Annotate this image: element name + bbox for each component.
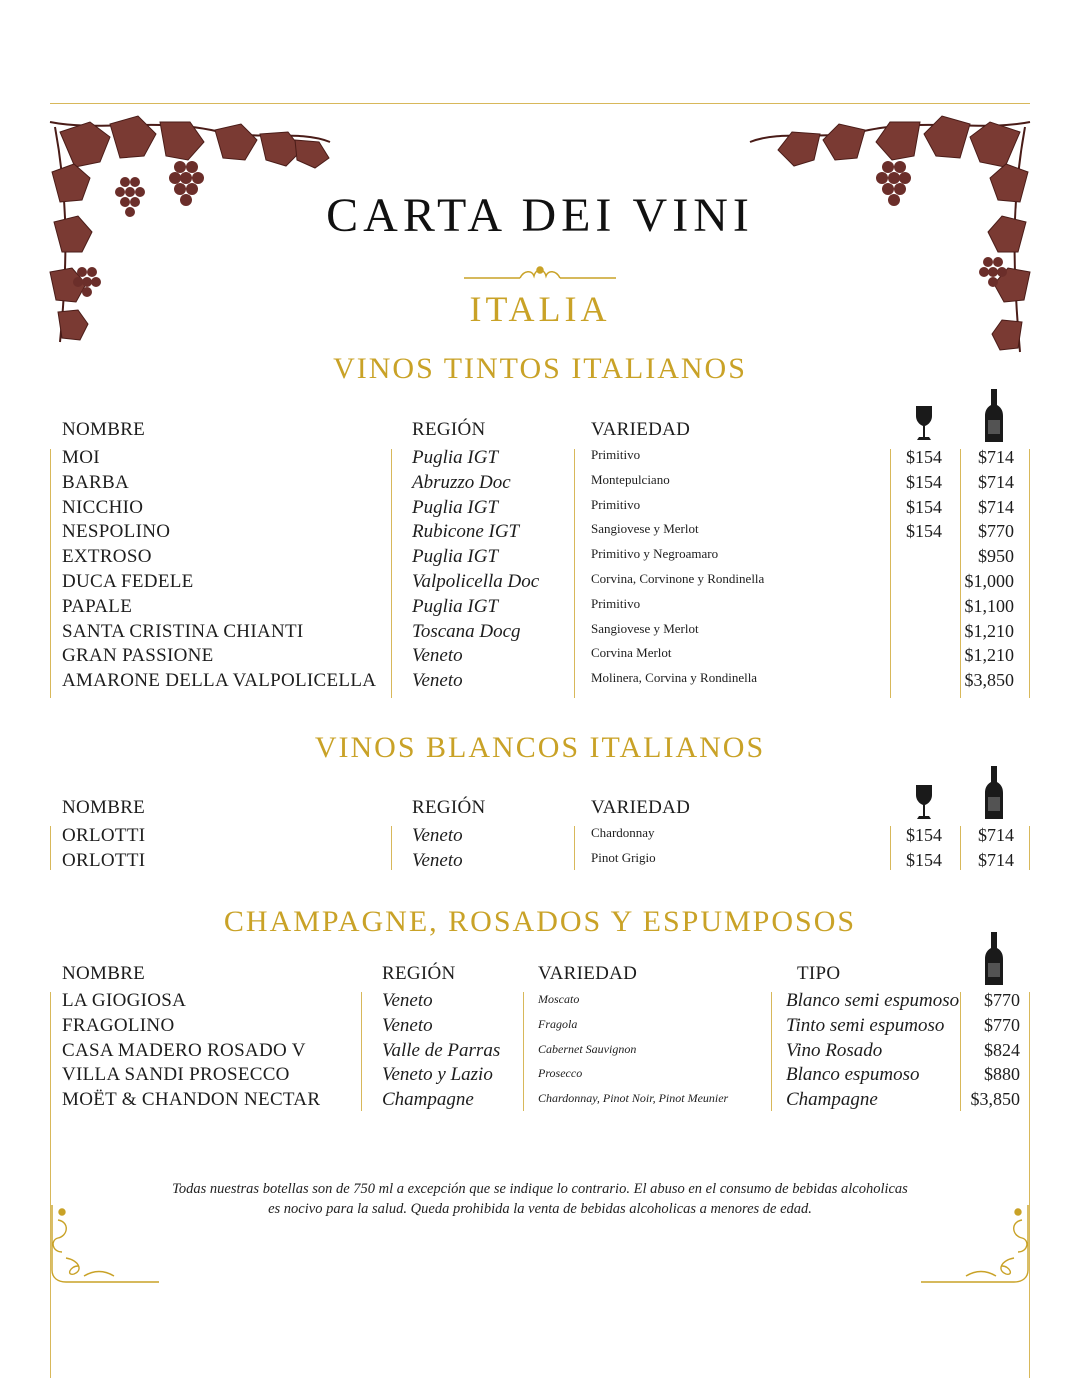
glass-price: $154 xyxy=(906,496,942,517)
page-subtitle: ITALIA xyxy=(469,289,611,329)
wine-name: ORLOTTI xyxy=(62,849,146,871)
wine-bottle-icon xyxy=(984,931,1004,987)
wine-glass-icon xyxy=(914,783,934,821)
page-title: CARTA DEI VINI xyxy=(326,189,754,242)
tintos-divider-region xyxy=(391,449,392,698)
wine-variety: Primitivo xyxy=(591,447,641,462)
wine-name: EXTROSO xyxy=(62,546,152,568)
wine-type: Tinto semi espumoso xyxy=(786,1014,945,1036)
bottle-price: $824 xyxy=(984,1039,1020,1060)
header-region: REGIÓN xyxy=(382,963,456,984)
header-region: REGIÓN xyxy=(412,797,486,818)
wine-region: Champagne xyxy=(382,1089,474,1111)
bottle-price: $770 xyxy=(978,521,1014,542)
wine-variety: Chardonnay xyxy=(591,825,655,840)
wine-region: Puglia IGT xyxy=(412,595,499,617)
wine-type: Blanco semi espumoso xyxy=(786,990,960,1011)
wine-name: NESPOLINO xyxy=(62,521,171,543)
wine-name: SANTA CRISTINA CHIANTI xyxy=(62,620,304,642)
tintos-right-border xyxy=(1029,449,1030,698)
header-nombre: NOMBRE xyxy=(62,797,146,818)
wine-bottle-icon xyxy=(984,388,1004,444)
bottle-price: $770 xyxy=(984,1014,1020,1035)
wine-name: PAPALE xyxy=(62,595,133,617)
wine-variety: Prosecco xyxy=(538,1066,583,1081)
wine-region: Veneto xyxy=(382,990,433,1011)
wine-region: Veneto xyxy=(412,670,463,692)
glass-price: $154 xyxy=(906,447,942,467)
bottle-price: $3,850 xyxy=(964,670,1014,691)
wine-name: ORLOTTI xyxy=(62,825,146,846)
blancos-divider-region xyxy=(391,826,392,870)
wine-name: GRAN PASSIONE xyxy=(62,645,214,667)
wine-variety: Fragola xyxy=(538,1016,578,1031)
wine-variety: Chardonnay, Pinot Noir, Pinot Meunier xyxy=(538,1091,729,1106)
wine-variety: Primitivo xyxy=(591,496,641,512)
footnote-line-2: es nocivo para la salud. Queda prohibida la venta de bebidas alcoholicas a menores de edad. xyxy=(268,1201,812,1217)
wine-type: Vino Rosado xyxy=(786,1039,883,1061)
wine-region: Puglia IGT xyxy=(412,447,499,468)
bottle-price: $770 xyxy=(984,990,1020,1010)
top-gold-rule xyxy=(50,103,1030,104)
tintos-left-border xyxy=(50,449,51,698)
wine-region: Puglia IGT xyxy=(412,546,499,568)
header-tipo: TIPO xyxy=(797,963,841,984)
wine-name: CASA MADERO ROSADO V xyxy=(62,1039,306,1061)
wine-name: BARBA xyxy=(62,471,129,493)
bottle-price: $714 xyxy=(978,447,1014,467)
wine-variety: Montepulciano xyxy=(591,471,670,487)
bottle-price: $714 xyxy=(978,471,1014,492)
blancos-divider-glass xyxy=(890,826,891,870)
bottle-price: $950 xyxy=(978,546,1014,567)
wine-variety: Moscato xyxy=(538,992,580,1006)
wine-region: Rubicone IGT xyxy=(412,521,520,543)
wine-region: Veneto xyxy=(412,825,463,846)
wine-name: LA GIOGIOSA xyxy=(62,990,187,1011)
wine-region: Veneto xyxy=(412,849,463,871)
wine-name: DUCA FEDELE xyxy=(62,571,194,592)
section-title-tintos: VINOS TINTOS ITALIANOS xyxy=(333,352,747,385)
glass-price: $154 xyxy=(906,471,942,492)
tintos-divider-variety xyxy=(574,449,575,698)
champagne-divider-region xyxy=(361,992,362,1111)
wine-region: Valpolicella Doc xyxy=(412,571,540,592)
tintos-divider-glass xyxy=(890,449,891,698)
blancos-divider-variety xyxy=(574,826,575,870)
blancos-divider-bottle xyxy=(960,826,961,870)
bottle-price: $1,210 xyxy=(964,620,1014,641)
wine-name: FRAGOLINO xyxy=(62,1014,175,1036)
wine-variety: Primitivo y Negroamaro xyxy=(591,546,719,562)
bottle-price: $714 xyxy=(978,825,1014,845)
blancos-left-border xyxy=(50,826,51,870)
wine-type: Blanco espumoso xyxy=(786,1064,920,1086)
header-nombre: NOMBRE xyxy=(62,419,146,440)
wine-region: Puglia IGT xyxy=(412,496,499,518)
wine-variety: Corvina Merlot xyxy=(591,645,672,661)
tintos-divider-bottle xyxy=(960,449,961,698)
wine-region: Veneto xyxy=(412,645,463,667)
wine-name: VILLA SANDI PROSECCO xyxy=(62,1064,290,1086)
bottle-price: $1,000 xyxy=(964,571,1014,591)
wine-variety: Cabernet Sauvignon xyxy=(538,1041,637,1056)
champagne-divider-variety xyxy=(523,992,524,1111)
wine-name: MOËT & CHANDON NECTAR xyxy=(62,1089,321,1111)
wine-name: MOI xyxy=(62,447,100,468)
bottle-price: $880 xyxy=(984,1064,1020,1085)
champagne-divider-type xyxy=(771,992,772,1111)
champagne-divider-bottle xyxy=(960,992,961,1111)
wine-region: Veneto xyxy=(382,1014,433,1036)
header-nombre: NOMBRE xyxy=(62,963,146,984)
gold-flourish-bottom-right xyxy=(916,1200,1036,1285)
bottle-price: $714 xyxy=(978,849,1014,870)
bottle-price: $3,850 xyxy=(970,1089,1020,1110)
glass-price: $154 xyxy=(906,521,942,542)
bottle-price: $714 xyxy=(978,496,1014,517)
wine-type: Champagne xyxy=(786,1089,878,1111)
section-title-blancos: VINOS BLANCOS ITALIANOS xyxy=(314,731,766,764)
header-variedad: VARIEDAD xyxy=(591,419,691,440)
gold-flourish-ornament xyxy=(462,262,618,286)
wine-region: Toscana Docg xyxy=(412,620,521,642)
header-variedad: VARIEDAD xyxy=(538,963,638,984)
wine-variety: Molinera, Corvina y Rondinella xyxy=(591,670,758,686)
glass-price: $154 xyxy=(906,849,942,870)
wine-name: NICCHIO xyxy=(62,496,144,518)
wine-variety: Sangiovese y Merlot xyxy=(591,620,699,636)
glass-price: $154 xyxy=(906,825,942,845)
header-region: REGIÓN xyxy=(412,419,486,440)
footnote-line-1: Todas nuestras botellas son de 750 ml a excepción que se indique lo contrario. El abuso en el consumo de bebidas alcoholicas xyxy=(172,1181,908,1197)
section-title-champagne: CHAMPAGNE, ROSADOS Y ESPUMPOSOS xyxy=(223,905,857,938)
gold-flourish-bottom-left xyxy=(44,1200,164,1285)
wine-region: Veneto y Lazio xyxy=(382,1064,493,1086)
wine-variety: Sangiovese y Merlot xyxy=(591,521,699,537)
wine-bottle-icon xyxy=(984,765,1004,821)
wine-name: AMARONE DELLA VALPOLICELLA xyxy=(62,670,377,692)
wine-variety: Primitivo xyxy=(591,595,641,611)
wine-region: Abruzzo Doc xyxy=(412,471,511,493)
wine-region: Valle de Parras xyxy=(382,1039,501,1061)
blancos-right-border xyxy=(1029,826,1030,870)
header-variedad: VARIEDAD xyxy=(591,797,691,818)
bottle-price: $1,100 xyxy=(964,595,1014,616)
bottle-price: $1,210 xyxy=(964,645,1014,666)
wine-variety: Pinot Grigio xyxy=(591,849,656,865)
wine-variety: Corvina, Corvinone y Rondinella xyxy=(591,571,765,586)
wine-glass-icon xyxy=(914,404,934,442)
